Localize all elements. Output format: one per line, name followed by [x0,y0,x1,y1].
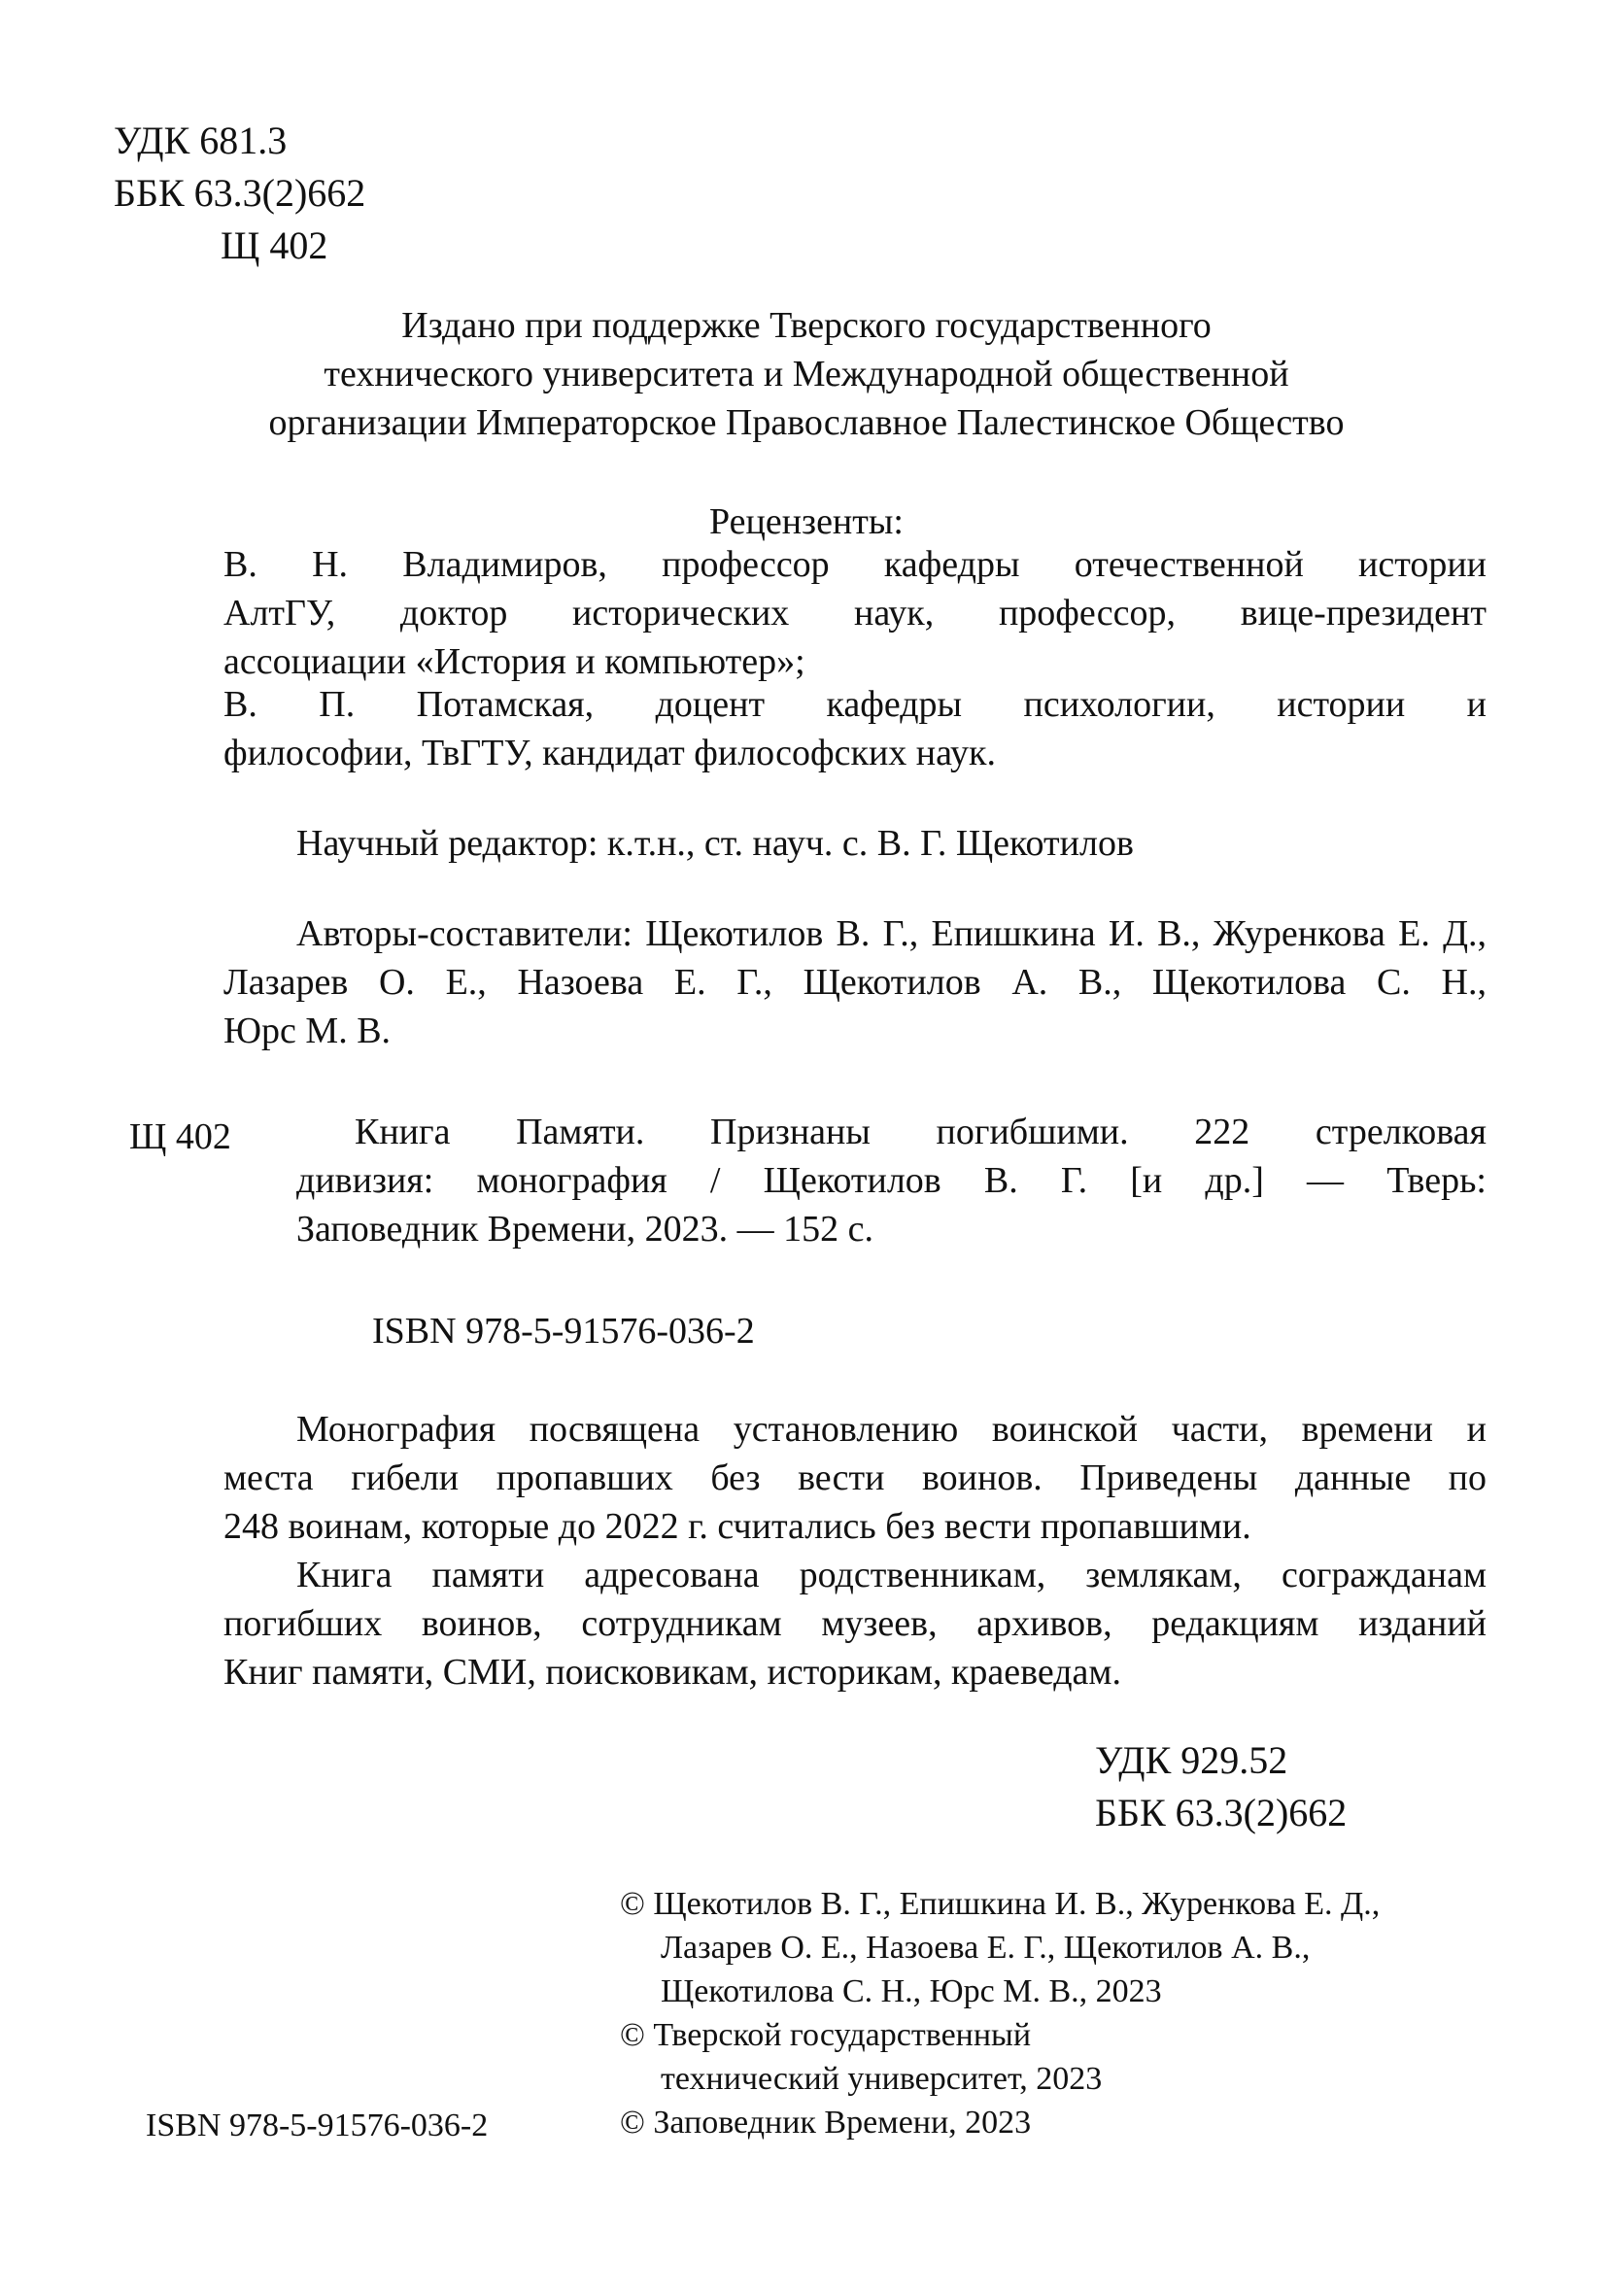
udk-top: УДК 681.3 [114,119,288,162]
isbn-bottom: ISBN 978-5-91576-036-2 [146,2108,489,2143]
reviewer-2-first [223,680,1487,729]
bib-first [296,1108,1487,1156]
scientific-editor: Научный редактор: к.т.н., ст. науч. с. В. Г. Щекотилов [296,823,1134,864]
copyright-3: © Заповедник Времени, 2023 [620,2105,1032,2141]
copyright-2-line-1: © Тверской государственный [620,2017,1032,2053]
bib-second [296,1156,1487,1205]
abstract-p1-line-1: Монография посвящена установлению воинской части, времени и [296,1409,1487,1450]
copyright-1-line-2: Лазарев О. Е., Назоева Е. Г., Щекотилов А. В., [661,1930,1311,1966]
bib-line-1: Книга Памяти. Признаны погибшими. 222 стрелковая [355,1112,1487,1152]
authors-line-1: Авторы-составители: Щекотилов В. Г., Епишкина И. В., Журенкова Е. Д., [296,913,1487,954]
reviewer-1-line-2: АлтГУ, доктор исторических наук, профессор, вице-президент [223,593,1487,634]
authors-first [223,909,1487,958]
abstract-p2-line-3: Книг памяти, СМИ, поисковикам, историкам, краеведам. [223,1652,1121,1693]
reviewer-2-line-2: философии, ТвГТУ, кандидат философских наук. [223,733,997,773]
copyright-1-line-3: Щекотилова С. Н., Юрс М. В., 2023 [661,1973,1162,2009]
isbn-main: ISBN 978-5-91576-036-2 [372,1311,755,1352]
copyright-1-line-1: © Щекотилов В. Г., Епишкина И. В., Журенкова Е. Д., [620,1886,1381,1922]
support-line-1: Издано при поддержке Тверского государственного [401,305,1212,346]
reviewer-1-line-1: В. Н. Владимиров, профессор кафедры отечественной истории [223,544,1487,585]
support-line-2: технического университета и Международной общественной [324,354,1289,394]
author-mark-top: Щ 402 [221,223,328,267]
support-line-3: организации Императорское Православное Палестинское Общество [268,402,1345,443]
authors-line-2: Лазарев О. Е., Назоева Е. Г., Щекотилов А. В., Щекотилова С. Н., [223,962,1487,1003]
abstract-p1-l1 [223,1405,1487,1454]
abstract-p2-l2 [223,1599,1487,1648]
reviewer-1-rest [223,589,1487,637]
abstract-p1-line-3: 248 воинам, которые до 2022 г. считались без вести пропавшими. [223,1506,1251,1547]
abstract-p1-l2 [223,1454,1487,1502]
reviewer-1-line-3: ассоциации «История и компьютер»; [223,641,805,682]
authors-second [223,958,1487,1007]
reviewers-heading: Рецензенты: [709,501,904,542]
bib-line-3: Заповедник Времени, 2023. — 152 с. [296,1209,873,1250]
copyright-2-line-2: технический университет, 2023 [661,2061,1103,2097]
udk-bottom: УДК 929.52 [1095,1738,1288,1782]
bib-line-2: дивизия: монография / Щекотилов В. Г. [и др.] — Тверь: [296,1160,1487,1201]
authors-line-3: Юрс М. В. [223,1011,392,1051]
abstract-p2-l1 [223,1551,1487,1599]
abstract-p1-line-2: места гибели пропавших без вести воинов. Приведены данные по [223,1457,1487,1498]
bbk-bottom: ББК 63.3(2)662 [1095,1791,1348,1834]
abstract-p2-line-1: Книга памяти адресована родственникам, землякам, согражданам [296,1555,1487,1595]
reviewer-1-first-line [223,540,1487,589]
reviewer-2-line-1: В. П. Потамская, доцент кафедры психологии, истории и [223,684,1487,725]
abstract-p2-line-2: погибших воинов, сотрудникам музеев, архивов, редакциям изданий [223,1603,1487,1644]
author-mark-bib: Щ 402 [129,1116,231,1157]
bbk-top: ББК 63.3(2)662 [114,171,366,215]
